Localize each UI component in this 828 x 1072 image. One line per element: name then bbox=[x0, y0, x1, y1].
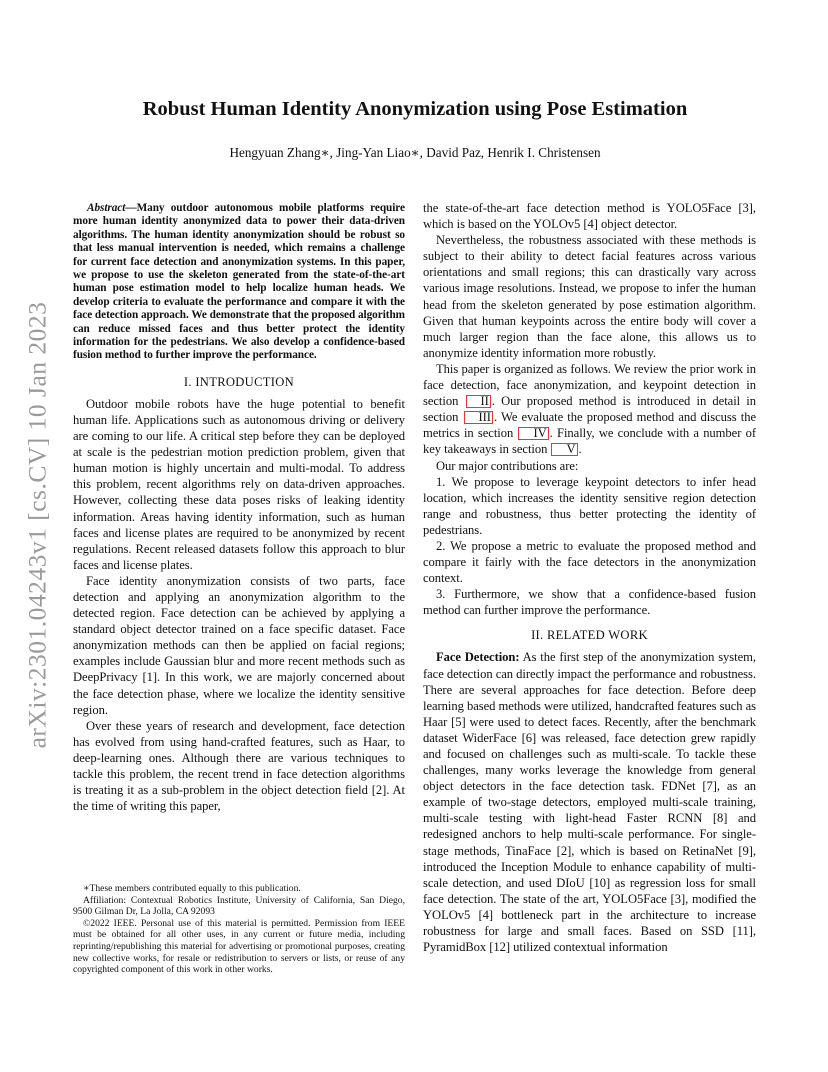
intro-paragraph-3: Over these years of research and development, face detection has evolved from using hand-crafted features, such as Haar, to deep-learning ones. Although there are various techniques to tackle this problem, the recent trend in face detection algorithms is treating it as a sub-problem in the object detection field [2]. At the time of writing this paper, bbox=[73, 718, 405, 814]
section-link-iii[interactable]: III bbox=[464, 411, 493, 424]
section-link-v[interactable]: V bbox=[551, 443, 577, 456]
abstract-dash: — bbox=[125, 202, 137, 214]
footnote-equal-contribution: ∗These members contributed equally to this publication. bbox=[83, 883, 301, 894]
face-detection-paragraph bbox=[423, 649, 756, 955]
right-column bbox=[423, 200, 756, 955]
section-heading-introduction: I. INTRODUCTION bbox=[183, 374, 295, 389]
arxiv-identifier: arXiv:2301.04243v1 [cs.CV] 10 Jan 2023 bbox=[22, 301, 52, 749]
footnotes bbox=[73, 883, 405, 976]
right-paragraph-continued: the state-of-the-art face detection method is YOLO5Face [3], which is based on the YOLOv5 [4] object detector. bbox=[423, 201, 756, 232]
intro-paragraph-1: Outdoor mobile robots have the huge potential to benefit human life. Applications such as autonomous driving or delivery are coming to our life. A critical step before they can be deployed at scale is the pedestrian motion prediction problem, given that human motion is highly uncertain and multi-modal. To address this problem, recent algorithms rely on data-driven approaches. However, collecting these data poses risks of leaking identity information. Areas having identity information, such as human faces and license plates are required to be anonymized by recent regulations. Recent released datasets follow this approach to blur faces and license plates. bbox=[73, 396, 405, 572]
intro-paragraph-2: Face identity anonymization consists of two parts, face detection and applying an anonymization algorithm to the detected region. Face detection can be achieved by applying a standard object detector trained on a face specific dataset. Face anonymization methods can then be applied on facial regions; examples include Gaussian blur and more recent methods such as DeepPrivacy [1]. In this work, we are majorly concerned about the face detection phase, where we localize the identity sensitive region. bbox=[73, 573, 405, 717]
organization-text-e: . bbox=[578, 442, 582, 457]
organization-text-b: . Our proposed method is introduced in detail in section bbox=[423, 394, 756, 425]
author-list: Hengyuan Zhang∗, Jing-Yan Liao∗, David Paz, Henrik I. Christensen bbox=[229, 145, 601, 160]
organization-text-d: . Finally, we conclude with a number of key takeaways in section bbox=[423, 426, 756, 457]
abstract bbox=[73, 202, 405, 363]
arxiv-sidebar-stamp bbox=[22, 290, 52, 760]
right-paragraph-organization bbox=[423, 361, 756, 458]
contribution-3: 3. Furthermore, we show that a confidence-based fusion method can further improve the performance. bbox=[423, 587, 756, 618]
contribution-1: 1. We propose to leverage keypoint detectors to infer head location, which increases the identity sensitive region detection range and robustness, thus better protecting the identity of pedestrians. bbox=[423, 474, 756, 537]
organization-text-a: This paper is organized as follows. We review the prior work in face detection, face anonymization, and keypoint detection in section bbox=[423, 361, 756, 409]
left-column bbox=[73, 202, 405, 814]
organization-text-c: . We evaluate the proposed method and discuss the metrics in section bbox=[423, 410, 756, 441]
right-paragraph-robustness: Nevertheless, the robustness associated with these methods is subject to their ability to detect facial features across various orientations and small regions; this can drastically vary across various image resolutions. Instead, we propose to infer the human head from the skeleton generated by pose estimation algorithm. Given that human keypoints across the entire body will cover a much larger region than the face alone, this allows us to anonymize identity information more robustly. bbox=[423, 233, 756, 360]
paper-title: Robust Human Identity Anonymization using Pose Estimation bbox=[142, 98, 688, 120]
footnote-copyright: ©2022 IEEE. Personal use of this material is permitted. Permission from IEEE must be obtained for all other uses, in any current or future media, including reprinting/republishing this material for advertising or promotional purposes, creating new collective works, for resale or redistribution to servers or lists, or reuse of any copyrighted component of this work in other works. bbox=[73, 917, 405, 976]
section-link-ii[interactable]: II bbox=[466, 395, 491, 408]
abstract-label: Abstract bbox=[87, 202, 126, 214]
contribution-2: 2. We propose a metric to evaluate the proposed method and compare it fairly with the face detectors in the anonymization context. bbox=[423, 538, 756, 586]
face-detection-text: As the first step of the anonymization system, face detection can directly impact the performance and robustness. There are several approaches for face detection. Before deep learning based methods were utilized, handcrafted features such as Haar [5] were used to detect faces. Recently, after the benchmark dataset WiderFace [6] was released, face detection grew rapidly and focused on challenges such as multi-scale. To tackle these challenges, many works leverage the knowledge from general object detectors in the face detection task. FDNet [7], as an example of two-stage detectors, employed multi-scale training, multi-scale testing with light-head Faster RCNN [8] and redesigned anchors to help multi-scale performance. For single-stage methods, TinaFace [2], which is based on RetinaNet [9], introduced the Inception Module to enhance capability of multi-scale detection, and used DIoU [10] as regression loss for small face detection. The state of the art, YOLO5Face [3], modified the YOLOv5 [4] bottleneck part in the architecture to increase robustness for large and small faces. Based on SSD [11], PyramidBox [12] utilized contextual information bbox=[423, 650, 756, 955]
footnote-affiliation: Affiliation: Contextual Robotics Institute, University of California, San Diego, 9500 Gilman Dr, La Jolla, CA 92093 bbox=[73, 894, 405, 918]
section-link-iv[interactable]: IV bbox=[518, 427, 548, 440]
section-heading-related-work: II. RELATED WORK bbox=[531, 628, 648, 643]
abstract-text: Many outdoor autonomous mobile platforms require more human identity anonymized data to power their data-driven algorithms. The human identity anonymization should be robust so that less manual intervention is needed, which remains a challenge for current face detection and anonymization systems. In this paper, we propose to use the skeleton generated from the state-of-the-art human pose estimation model to help localize human heads. We develop criteria to evaluate the performance and compare it with the face detection approach. We demonstrate that the proposed algorithm can reduce missed faces and thus better protect the identity information for the pedestrians. We also develop a confidence-based fusion method to further improve the performance. bbox=[73, 202, 405, 362]
face-detection-label: Face Detection: bbox=[436, 650, 520, 665]
contributions-intro: Our major contributions are: bbox=[436, 458, 579, 473]
